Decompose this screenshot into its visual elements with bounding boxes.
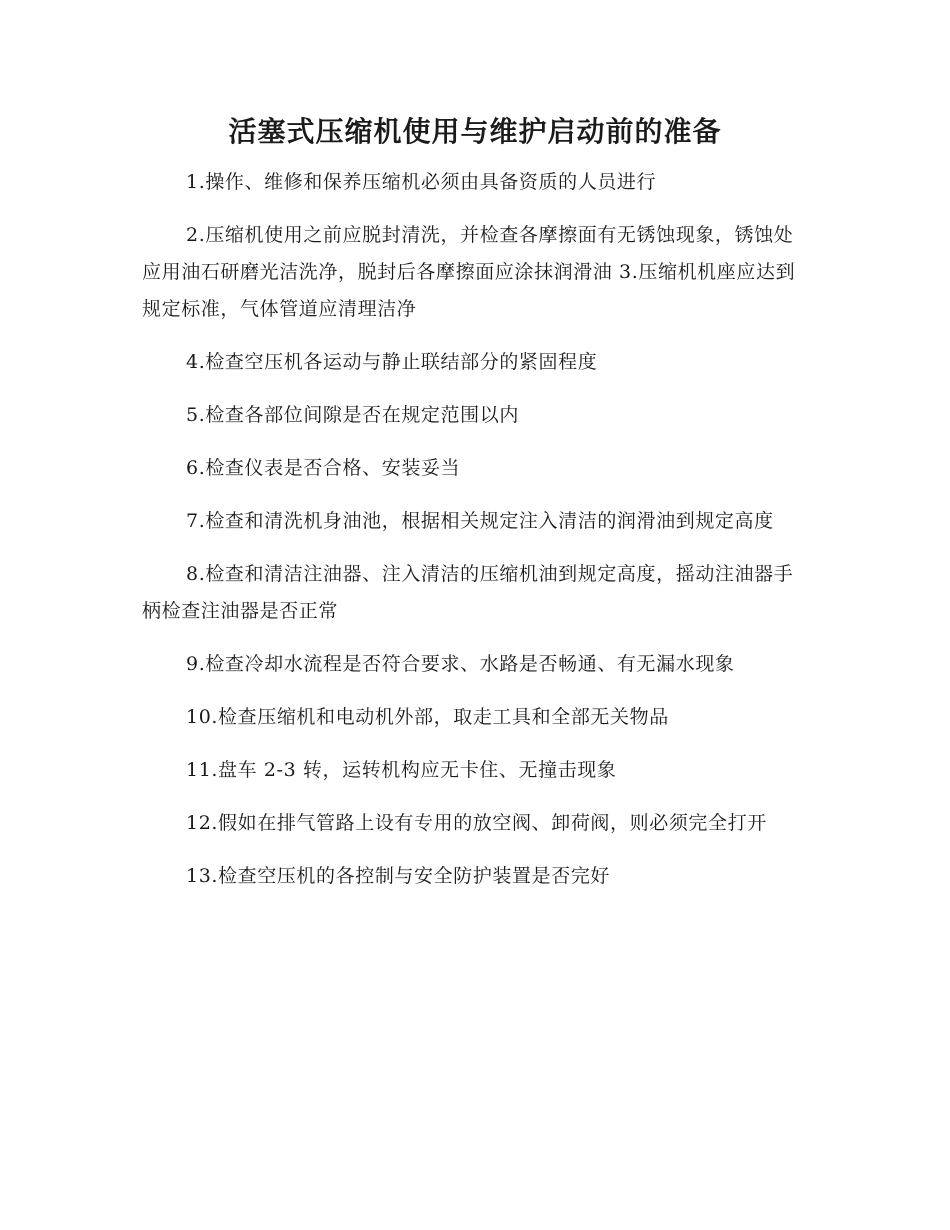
paragraph-9: 9.检查冷却水流程是否符合要求、水路是否畅通、有无漏水现象 xyxy=(186,653,735,675)
paragraph-5: 5.检查各部位间隙是否在规定范围以内 xyxy=(186,404,519,426)
paragraph-11: 11.盘车 2-3 转，运转机构应无卡住、无撞击现象 xyxy=(186,759,617,781)
paragraph-12: 12.假如在排气管路上设有专用的放空阀、卸荷阀，则必须完全打开 xyxy=(186,812,767,834)
paragraph-10: 10.检查压缩机和电动机外部，取走工具和全部无关物品 xyxy=(186,706,669,728)
document-title: 活塞式压缩机使用与维护启动前的准备 xyxy=(228,115,722,148)
paragraph-13: 13.检查空压机的各控制与安全防护装置是否完好 xyxy=(186,865,611,887)
paragraph-6: 6.检查仪表是否合格、安装妥当 xyxy=(186,457,461,479)
document-body xyxy=(142,164,807,911)
paragraph-7: 7.检查和清洗机身油池，根据相关规定注入清洁的润滑油到规定高度 xyxy=(186,510,774,532)
paragraph-2: 2.压缩机使用之前应脱封清洗，并检查各摩擦面有无锈蚀现象，锈蚀处应用油石研磨光洁洗净，脱封后各摩擦面应涂抹润滑油 3.压缩机机座应达到规定标准，气体管道应清理洁净 xyxy=(142,224,796,320)
paragraph-8: 8.检查和清洁注油器、注入清洁的压缩机油到规定高度，摇动注油器手柄检查注油器是否正常 xyxy=(142,563,794,622)
paragraph-4: 4.检查空压机各运动与静止联结部分的紧固程度 xyxy=(186,351,598,373)
paragraph-1: 1.操作、维修和保养压缩机必须由具备资质的人员进行 xyxy=(186,171,657,193)
